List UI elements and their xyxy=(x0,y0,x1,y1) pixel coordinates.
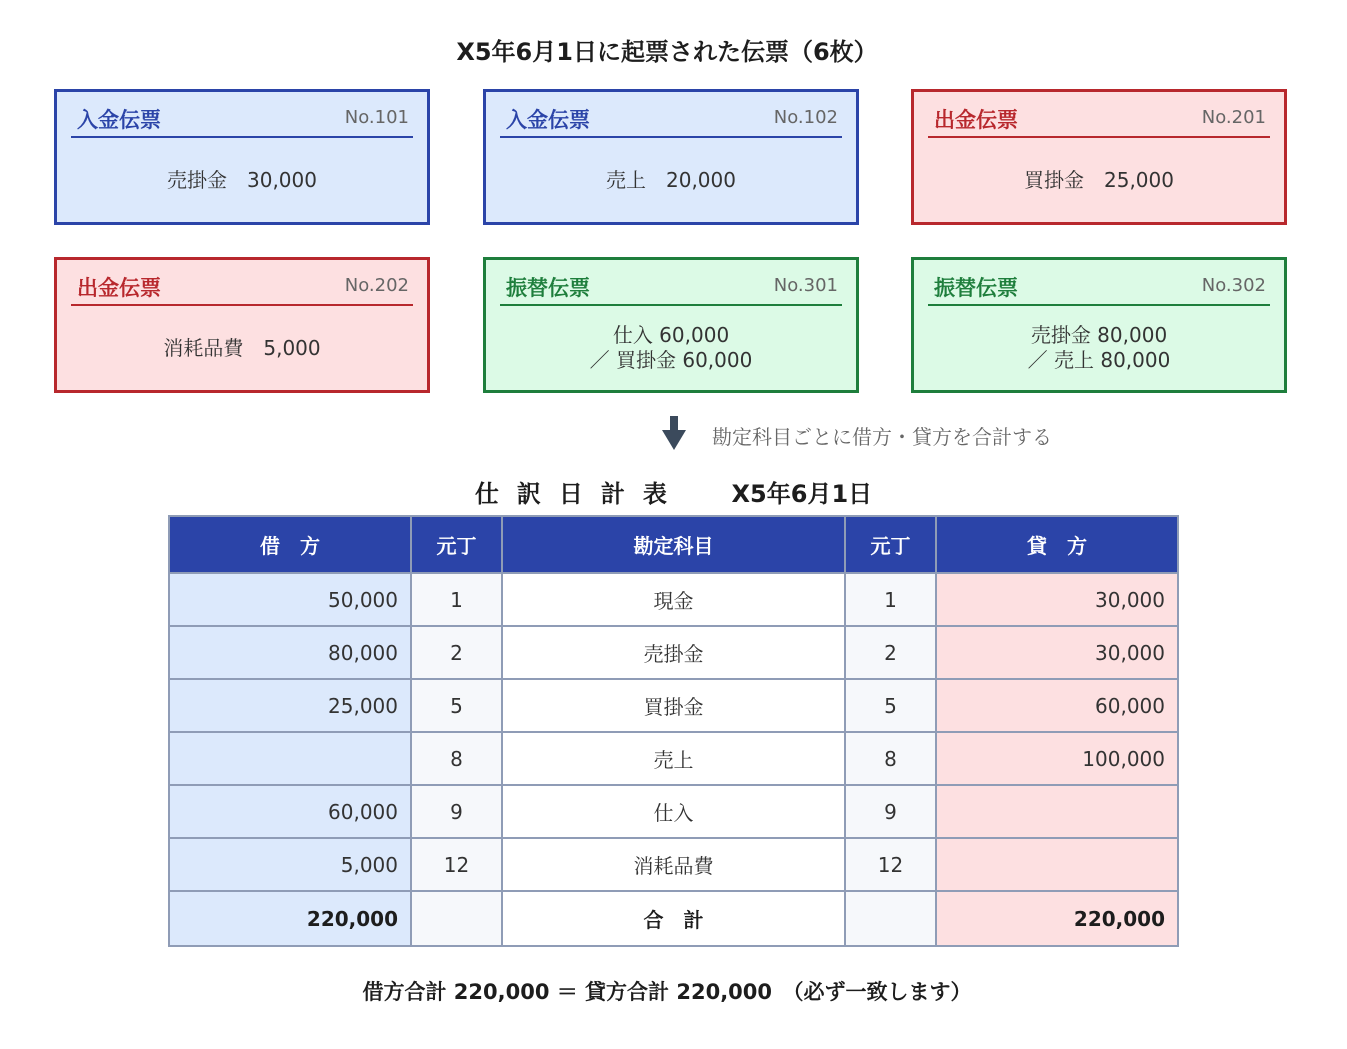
slip-content xyxy=(914,316,1284,380)
ref-cell: 5 xyxy=(411,679,502,732)
slip-line: 売掛金 30,000 xyxy=(167,167,317,192)
slip-header xyxy=(928,102,1270,138)
credit-total: 220,000 xyxy=(936,891,1178,946)
total-label: 合 計 xyxy=(502,891,845,946)
ref-cell-empty xyxy=(411,891,502,946)
total-row xyxy=(169,891,1178,946)
slip-header xyxy=(71,102,413,138)
slip-102 xyxy=(483,89,859,225)
ref-cell: 12 xyxy=(845,838,936,891)
credit-cell: 60,000 xyxy=(936,679,1178,732)
slip-number: No.102 xyxy=(773,107,838,128)
account-cell: 売上 xyxy=(502,732,845,785)
slip-content xyxy=(486,316,856,380)
ref-cell: 1 xyxy=(845,573,936,626)
slip-line: 買掛金 25,000 xyxy=(1024,167,1174,192)
table-row xyxy=(169,838,1178,891)
credit-cell xyxy=(936,838,1178,891)
account-cell: 消耗品費 xyxy=(502,838,845,891)
account-cell: 仕入 xyxy=(502,785,845,838)
ref-cell: 8 xyxy=(411,732,502,785)
debit-cell: 60,000 xyxy=(169,785,411,838)
slip-content xyxy=(914,148,1284,212)
slip-type-label: 振替伝票 xyxy=(506,276,590,300)
header-account: 勘定科目 xyxy=(502,516,845,573)
slip-type-label: 出金伝票 xyxy=(77,276,161,300)
slip-line: 売掛金 80,000 xyxy=(1030,323,1168,347)
slip-202 xyxy=(54,257,430,393)
slip-content xyxy=(57,148,427,212)
ref-cell: 9 xyxy=(845,785,936,838)
ref-cell-empty xyxy=(845,891,936,946)
credit-cell: 30,000 xyxy=(936,573,1178,626)
slip-line: 仕入 60,000 xyxy=(612,323,730,347)
slip-header xyxy=(500,102,842,138)
debit-cell: 50,000 xyxy=(169,573,411,626)
header-debit: 借 方 xyxy=(169,516,411,573)
slip-header xyxy=(928,270,1270,306)
slip-number: No.301 xyxy=(773,275,838,296)
slip-number: No.101 xyxy=(344,107,409,128)
ref-cell: 9 xyxy=(411,785,502,838)
page-title: X5年6月1日に起票された伝票（6枚） xyxy=(456,38,878,66)
ref-cell: 2 xyxy=(411,626,502,679)
slip-type-label: 入金伝票 xyxy=(77,108,161,132)
debit-cell: 5,000 xyxy=(169,838,411,891)
slip-301 xyxy=(483,257,859,393)
slip-line: 消耗品費 5,000 xyxy=(163,335,321,360)
table-row xyxy=(169,785,1178,838)
slip-line: 売上 20,000 xyxy=(606,167,736,192)
debit-cell: 25,000 xyxy=(169,679,411,732)
header-ref-right: 元丁 xyxy=(845,516,936,573)
ref-cell: 5 xyxy=(845,679,936,732)
ref-cell: 1 xyxy=(411,573,502,626)
arrow-down-icon xyxy=(660,416,688,456)
balance-note: 借方合計 220,000 ＝ 貸方合計 220,000 （必ず一致します） xyxy=(362,980,972,1004)
slip-line: ／ 買掛金 60,000 xyxy=(589,348,753,372)
ref-cell: 12 xyxy=(411,838,502,891)
account-cell: 売掛金 xyxy=(502,626,845,679)
table-row xyxy=(169,732,1178,785)
table-title xyxy=(0,474,1347,509)
slip-201 xyxy=(911,89,1287,225)
table-title-name: 仕訳日計表 xyxy=(474,480,685,508)
slip-line: ／ 売上 80,000 xyxy=(1027,348,1171,372)
account-cell: 買掛金 xyxy=(502,679,845,732)
slip-number: No.302 xyxy=(1201,275,1266,296)
slip-number: No.202 xyxy=(344,275,409,296)
table-row xyxy=(169,626,1178,679)
header-credit: 貸 方 xyxy=(936,516,1178,573)
slip-header xyxy=(500,270,842,306)
slip-type-label: 出金伝票 xyxy=(934,108,1018,132)
account-cell: 現金 xyxy=(502,573,845,626)
table-row xyxy=(169,573,1178,626)
slip-type-label: 振替伝票 xyxy=(934,276,1018,300)
slip-type-label: 入金伝票 xyxy=(506,108,590,132)
arrow-note: 勘定科目ごとに借方・貸方を合計する xyxy=(712,425,1052,449)
slip-101 xyxy=(54,89,430,225)
slip-302 xyxy=(911,257,1287,393)
credit-cell: 30,000 xyxy=(936,626,1178,679)
slip-content xyxy=(57,316,427,380)
ref-cell: 8 xyxy=(845,732,936,785)
header-ref-left: 元丁 xyxy=(411,516,502,573)
slip-number: No.201 xyxy=(1201,107,1266,128)
table-row xyxy=(169,679,1178,732)
slip-content xyxy=(486,148,856,212)
slip-header xyxy=(71,270,413,306)
credit-cell xyxy=(936,785,1178,838)
table-title-date: X5年6月1日 xyxy=(731,480,873,508)
ref-cell: 2 xyxy=(845,626,936,679)
debit-cell xyxy=(169,732,411,785)
journal-summary-table xyxy=(168,515,1179,947)
debit-cell: 80,000 xyxy=(169,626,411,679)
table-header-row xyxy=(169,516,1178,573)
debit-total: 220,000 xyxy=(169,891,411,946)
credit-cell: 100,000 xyxy=(936,732,1178,785)
